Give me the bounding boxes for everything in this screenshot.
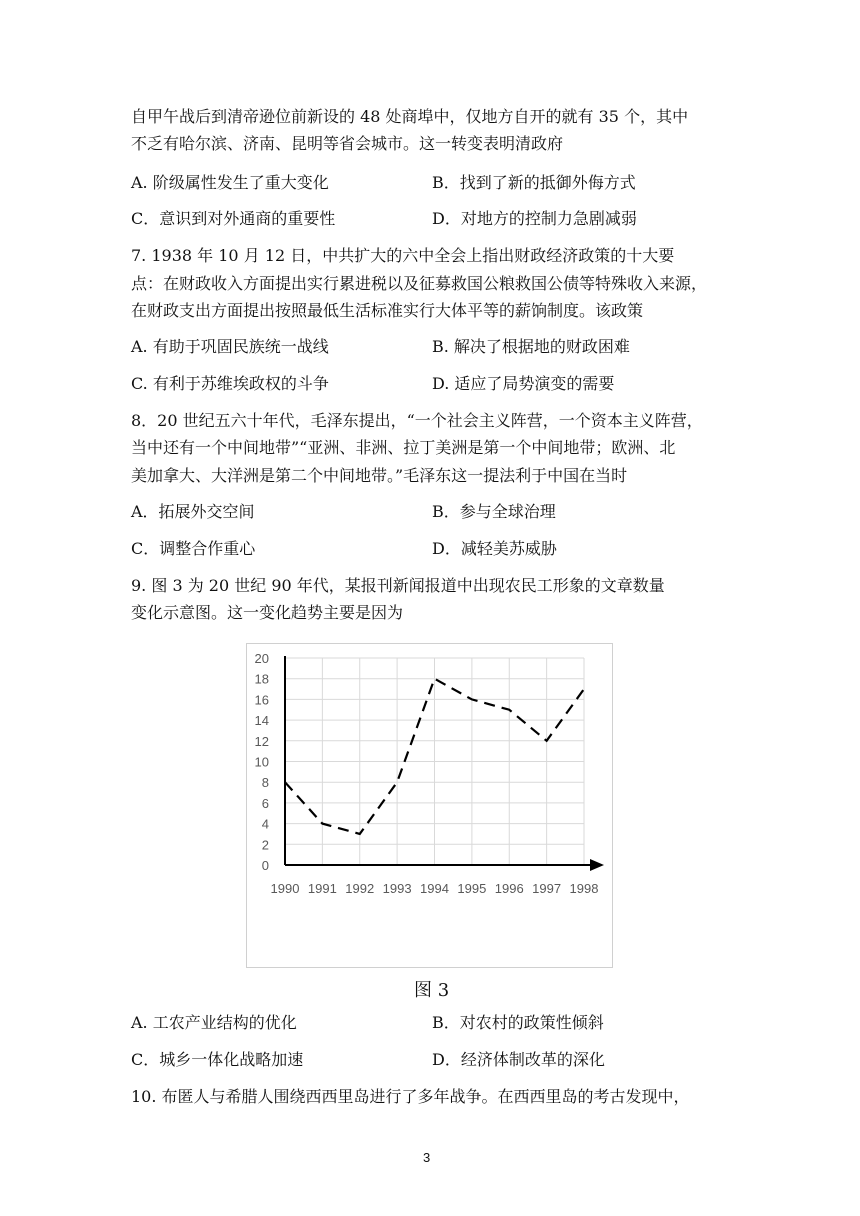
x-tick-label: 1990 bbox=[270, 881, 300, 896]
q8-option-d: D．减轻美苏威胁 bbox=[432, 539, 557, 558]
x-tick-label: 1995 bbox=[457, 881, 487, 896]
x-tick-label: 1993 bbox=[382, 881, 412, 896]
q9-stem-line-2: 变化示意图。这一变化趋势主要是因为 bbox=[131, 603, 404, 622]
q6-option-b: B．找到了新的抵御外侮方式 bbox=[432, 173, 636, 192]
x-tick-label: 1991 bbox=[307, 881, 337, 896]
x-tick-label: 1997 bbox=[532, 881, 562, 896]
figure-3-chart bbox=[246, 643, 613, 968]
q7-stem-line-1: 7. 1938 年 10 月 12 日，中共扩大的六中全会上指出财政经济政策的十大要 bbox=[131, 246, 675, 265]
y-tick-label: 0 bbox=[261, 858, 269, 873]
q8-option-b: B．参与全球治理 bbox=[432, 502, 556, 521]
q8-option-a: A．拓展外交空间 bbox=[131, 502, 255, 521]
q7-stem-line-3: 在财政支出方面提出按照最低生活标准实行大体平等的薪饷制度。该政策 bbox=[131, 301, 644, 320]
x-tick-label: 1998 bbox=[569, 881, 599, 896]
x-tick-label: 1994 bbox=[420, 881, 449, 896]
figure-caption: 图 3 bbox=[414, 980, 450, 1001]
y-tick-label: 16 bbox=[254, 692, 269, 708]
y-tick-label: 10 bbox=[254, 754, 269, 770]
q7-option-b: B. 解决了根据地的财政困难 bbox=[432, 337, 630, 356]
y-tick-label: 18 bbox=[254, 671, 269, 687]
q8-stem-line-2: 当中还有一个中间地带”“亚洲、非洲、拉丁美洲是第一个中间地带；欧洲、北 bbox=[131, 438, 676, 457]
q9-option-c: C．城乡一体化战略加速 bbox=[131, 1050, 304, 1069]
x-tick-label: 1996 bbox=[494, 881, 524, 896]
y-tick-label: 20 bbox=[254, 651, 269, 666]
q9-option-a: A. 工农产业结构的优化 bbox=[131, 1013, 297, 1032]
q9-option-d: D．经济体制改革的深化 bbox=[432, 1050, 605, 1069]
q9-option-b: B．对农村的政策性倾斜 bbox=[432, 1013, 604, 1032]
y-tick-label: 4 bbox=[261, 816, 269, 832]
y-tick-label: 2 bbox=[261, 837, 269, 853]
q8-option-c: C．调整合作重心 bbox=[131, 539, 256, 558]
q10-stem-line-1: 10. 布匿人与希腊人围绕西西里岛进行了多年战争。在西西里岛的考古发现中， bbox=[131, 1087, 690, 1106]
q6-stem-line-2: 不乏有哈尔滨、济南、昆明等省会城市。这一转变表明清政府 bbox=[131, 134, 564, 153]
y-tick-label: 6 bbox=[261, 795, 269, 811]
page-number: 3 bbox=[423, 1150, 431, 1165]
q6-option-a: A. 阶级属性发生了重大变化 bbox=[131, 173, 329, 192]
y-tick-label: 14 bbox=[254, 713, 269, 729]
q6-option-c: C．意识到对外通商的重要性 bbox=[131, 209, 336, 228]
x-tick-label: 1992 bbox=[345, 881, 375, 896]
q7-option-a: A. 有助于巩固民族统一战线 bbox=[131, 337, 329, 356]
q6-option-d: D．对地方的控制力急剧减弱 bbox=[432, 209, 637, 228]
q6-stem-line-1: 自甲午战后到清帝逊位前新设的 48 处商埠中，仅地方自开的就有 35 个，其中 bbox=[131, 107, 689, 126]
x-axis-arrow bbox=[590, 859, 604, 871]
q8-stem-line-3: 美加拿大、大洋洲是第二个中间地带。”毛泽东这一提法利于中国在当时 bbox=[131, 466, 628, 485]
q8-stem-line-1: 8．20 世纪五六十年代，毛泽东提出，“一个社会主义阵营，一个资本主义阵营， bbox=[131, 411, 703, 430]
q7-option-d: D. 适应了局势演变的需要 bbox=[432, 374, 615, 393]
q7-stem-line-2: 点：在财政收入方面提出实行累进税以及征募救国公粮救国公债等特殊收入来源， bbox=[131, 274, 708, 293]
y-tick-label: 12 bbox=[254, 733, 269, 749]
y-tick-label: 8 bbox=[261, 775, 269, 791]
line-chart bbox=[247, 644, 614, 969]
q7-option-c: C. 有利于苏维埃政权的斗争 bbox=[131, 374, 329, 393]
q9-stem-line-1: 9. 图 3 为 20 世纪 90 年代，某报刊新闻报道中出现农民工形象的文章数量 bbox=[131, 576, 665, 595]
